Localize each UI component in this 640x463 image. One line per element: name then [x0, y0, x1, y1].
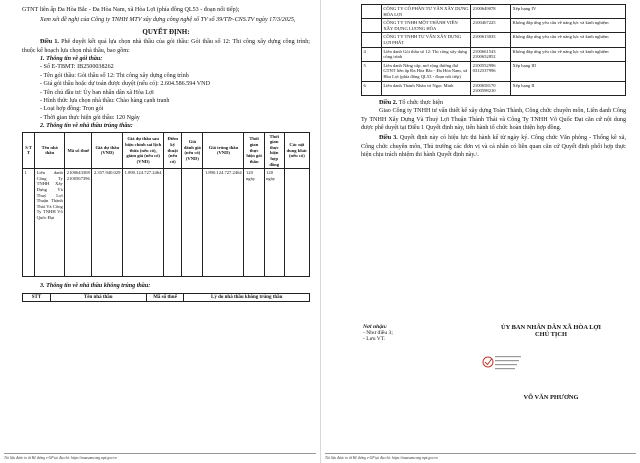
article-1-label: Điều 1.: [40, 39, 59, 46]
col-header: Thời gian thực hiện gói thầu: [244, 132, 264, 169]
table-row: [362, 61, 626, 81]
cell-tax-code: 2100467225: [471, 19, 511, 33]
cell-stt: [362, 5, 382, 19]
cell-tax-code: 2100649078: [471, 5, 511, 19]
table-row: [362, 81, 626, 95]
right-page-content: [361, 4, 626, 160]
page-footer: Tài liệu được in từ Hệ thống e-GP tại địa chỉ: https://muasamcong.mpi.gov.vn: [325, 456, 438, 460]
signer-title: CHỦ TỊCH: [534, 331, 568, 338]
cell-contract-duration: 120 ngày: [264, 169, 284, 277]
table-row: [362, 47, 626, 61]
col-header: Giá dự thầu (VND): [92, 132, 123, 169]
table-header-row: [23, 293, 310, 302]
cell-tax-code: 2100661543 2100652852: [471, 47, 511, 61]
cell-winning-price: 1.890.124.727.2464: [203, 169, 244, 277]
table-row: [362, 19, 626, 33]
cell-reason: Không đáp ứng yêu cầu về năng lực và kinh nghiệm: [510, 33, 625, 47]
article-2-text: Giao Công ty TNHH tư vấn thiết kế xây dựng Toàn Thành, Công chức chuyên môn, Liên danh Công Ty TNHH Xây Dựng Và Thuỷ Lợi Thuận Thành Thái và Công Ty TNHH Võ Quốc Đạt căn cứ nội dung được phê duyệt tại Điều 1 Quyết định này, tiến hành tổ chức hoàn thiện hợp đồng.: [361, 108, 626, 131]
info-line: - Tên chủ đầu tư: Ủy ban nhân dân xã Hòa Lợi: [40, 89, 154, 96]
cell-bid-price: 2.357.940.029: [92, 169, 123, 277]
cell-bidder-name: Liên danh Gói thầu số 12: Thi công xây dựng công trình: [381, 47, 470, 61]
winning-bidder-table: [22, 132, 310, 278]
cell-reason: Xếp hạng IV: [510, 5, 625, 19]
cell-stt: [362, 19, 382, 33]
cell-bidder-name: Liên danh Công Ty TNHH Xây Dựng Và Thuỷ Lợi Thuận Thành Thái Và Công Ty TNHH Võ Quốc Đạt: [35, 169, 65, 277]
cell-stt: 6: [362, 81, 382, 95]
digital-signature-stamp: [481, 352, 523, 374]
info-line: - Thời gian thực hiện gói thầu: 120 Ngày: [40, 114, 140, 121]
losing-bidder-header-table: [22, 293, 310, 303]
table-row: [23, 169, 310, 277]
recipients-title: Nơi nhận:: [363, 324, 387, 330]
info-line: - Giá gói thầu hoặc dự toán được duyệt (nếu có): 2.604.586.594 VND: [40, 81, 210, 88]
section-3-title: 3. Thông tin về nhà thầu không trúng thầu:: [40, 283, 151, 290]
footer-divider: [325, 453, 636, 454]
cell-other: [284, 169, 309, 277]
footer-divider: [4, 453, 316, 454]
table-header-row: [23, 132, 310, 169]
article-3: [361, 134, 626, 159]
cell-bidder-name: CÔNG TY TNHH TƯ VẤN XÂY DỰNG LỢI PHÁT: [381, 33, 470, 47]
article-3-text: Quyết định này có hiệu lực thi hành kể từ ngày ký. Công chức Văn phòng - Thống kê xã, Công chức chuyên môn, Thủ trưởng các đơn vị và cá nhân có liên quan căn cứ Quyết định phối hợp thực hiện chịu trách nhiệm thi hành Quyết định này./.: [361, 135, 627, 159]
org-name: ỦY BAN NHÂN DÂN XÃ HÒA LỢI: [501, 324, 601, 331]
article-2-title: Tổ chức thực hiện: [398, 99, 444, 106]
article-2-heading: [361, 99, 626, 107]
col-header: S T T: [23, 132, 35, 169]
article-1: [22, 38, 310, 55]
signer-name-block: [471, 394, 631, 401]
decision-heading: QUYẾT ĐỊNH:: [142, 27, 190, 36]
recipient-item: - Lưu VT.: [363, 336, 386, 342]
info-line: - Số E-TBMT: IB2500038262: [40, 64, 114, 71]
article-1-text: Phê duyệt kết quả lựa chọn nhà thầu của gói thầu: Gói thầu số 12: Thi công xây dựng công trình; thuộc kế hoạch lựa chọn nhà thầu, bao gồm:: [22, 39, 310, 54]
col-header: Các nội dung khác (nếu có): [284, 132, 309, 169]
cell-stt: [362, 33, 382, 47]
cell-bidder-name: CÔNG TY TNHH MỘT THÀNH VIÊN XÂY DỰNG LƯƠNG HÒA: [381, 19, 470, 33]
info-line: - Tên gói thầu: Gói thầu số 12: Thi công xây dựng công trình: [40, 72, 189, 79]
cell-reason: Xếp hạng II: [510, 81, 625, 95]
signature-block: [471, 324, 631, 338]
cell-bidder-name: Liên danh Nâng cấp, mở rộng đường đal GTNT liên ấp Đa Hòa Bắc - Đa Hòa Nam, xã Hòa Lợi (phía đông QL53 - đoạn nối tiếp): [381, 61, 470, 81]
col-header: Thời gian thực hiện hợp đồng: [264, 132, 284, 169]
col-header: Điểm kỹ thuật (nếu có): [164, 132, 182, 169]
intro-line-1: GTNT liên ấp Đa Hòa Bắc - Đa Hòa Nam, xã Hòa Lợi (phía đông QL53 - đoạn nối tiếp);: [22, 7, 240, 13]
cell-tax-code: 2100613035: [471, 33, 511, 47]
right-page: [320, 0, 640, 463]
article-2-label: Điều 2.: [379, 99, 398, 106]
page-footer: Tài liệu được in từ Hệ thống e-GP tại địa chỉ: https://muasamcong.mpi.gov.vn: [4, 456, 117, 460]
col-header: Tên nhà thầu: [35, 132, 65, 169]
cell-reason: Không đáp ứng yêu cầu về năng lực và kinh nghiệm: [510, 47, 625, 61]
section-1-title: 1. Thông tin về gói thầu:: [40, 56, 103, 63]
table-row: [362, 5, 626, 19]
cell-tax-code: 2100658170 2100598210: [471, 81, 511, 95]
cell-stt: 1: [23, 169, 35, 277]
cell-reason: Xếp hạng III: [510, 61, 625, 81]
col-header: Giá dự thầu sau hiệu chỉnh sai lệch thừa (nếu có), giảm giá (nếu có) (VND): [123, 132, 164, 169]
recipients-block: [363, 324, 393, 342]
cell-stt: 5: [362, 61, 382, 81]
col-header: Tên nhà thầu: [50, 293, 146, 302]
col-header: Giá đánh giá (nếu có) (VND): [182, 132, 203, 169]
section-2-title: 2. Thông tin về nhà thầu trúng thầu:: [40, 123, 133, 130]
recipient-item: - Như điều 3;: [363, 330, 393, 336]
article-3-label: Điều 3.: [379, 135, 398, 142]
col-header: Mã số thuế: [146, 293, 184, 302]
left-page-content: [22, 6, 310, 302]
cell-reason: Không đáp ứng yêu cầu về năng lực và kinh nghiệm: [510, 19, 625, 33]
cell-tax-code: 2100643308 2100567396: [65, 169, 92, 277]
cell-bidder-name: CÔNG TY CỔ PHẦN TƯ VẤN XÂY DỰNG HÒA LỢI: [381, 5, 470, 19]
info-line: - Loại hợp đồng: Trọn gói: [40, 106, 104, 113]
cell-tax-code: 2100552996 0312537996: [471, 61, 511, 81]
info-line: - Hình thức lựa chọn nhà thầu: Chào hàng cạnh tranh: [40, 98, 170, 105]
cell-bidder-name: Liên danh Thanh Nhàn và Ngọc Minh: [381, 81, 470, 95]
col-header: Giá trúng thầu (VND): [203, 132, 244, 169]
cell-package-duration: 120 ngày: [244, 169, 264, 277]
package-info-list: [22, 63, 310, 122]
cell-tech-score: [164, 169, 182, 277]
signer-name: VÕ VĂN PHƯƠNG: [523, 394, 579, 401]
cell-eval-price: [182, 169, 203, 277]
cell-adjusted-price: 1.890.124.727.2464: [123, 169, 164, 277]
intro-line-2: Xem xét đề nghị của Công ty TNHH MTV xây dựng công nghệ số TV số 39/TTr-CNS.TV ngày 17/3/2025,: [40, 17, 296, 24]
cell-stt: 4: [362, 47, 382, 61]
losing-bidder-table: [361, 4, 626, 96]
table-row: [362, 33, 626, 47]
col-header: Lý do nhà thầu không trúng thầu: [184, 293, 310, 302]
col-header: STT: [23, 293, 51, 302]
col-header: Mã số thuế: [65, 132, 92, 169]
signature-seal-icon: [481, 352, 523, 374]
